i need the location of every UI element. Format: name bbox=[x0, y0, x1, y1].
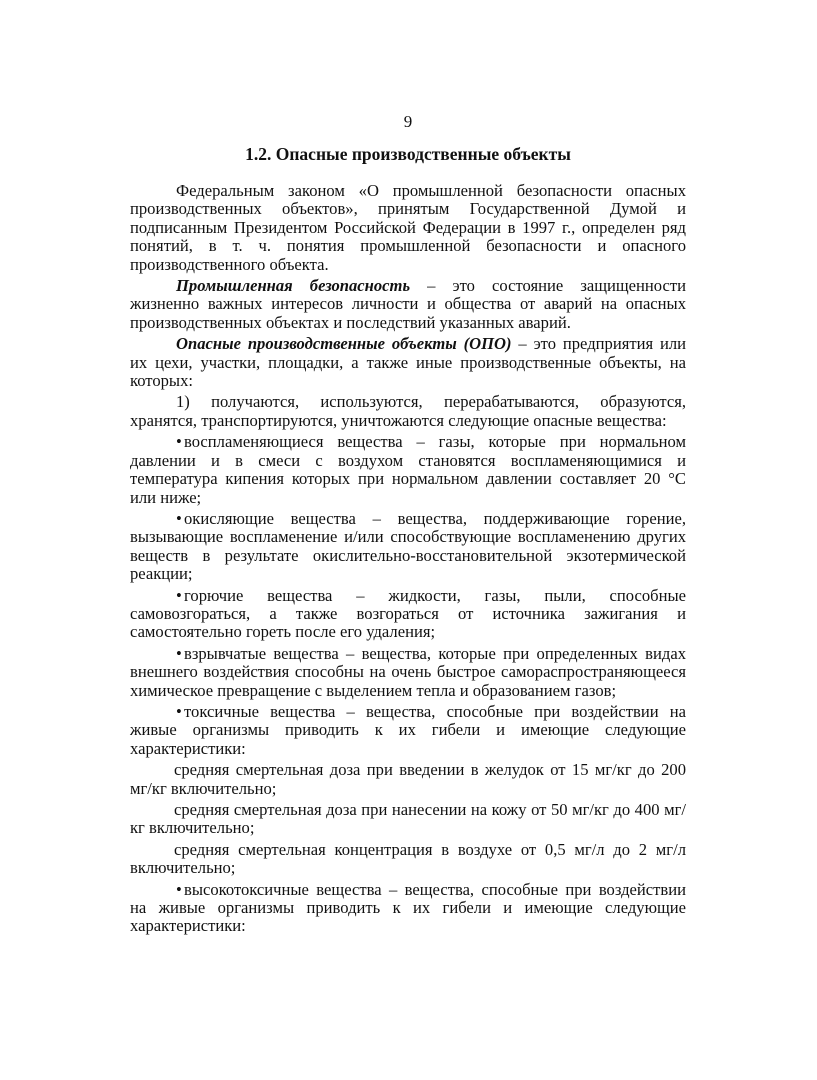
bullet-combustible bbox=[130, 587, 686, 642]
document-page bbox=[130, 112, 686, 939]
bullet-high-toxic-text: высокотоксичные вещества – вещества, способные при воздействии на живые организмы приводить к их гибели и имеющие следующие характеристики: bbox=[130, 879, 686, 936]
safety-term: Промышленная безопасность bbox=[176, 276, 411, 296]
bullet-toxic-text: токсичные вещества – вещества, способные при воздействии на живые организмы приводить к их гибели и имеющие следующие характеристики: bbox=[130, 701, 686, 758]
toxic-item-dermal: средняя смертельная доза при нанесении на кожу от 50 мг/кг до 400 мг/кг включительно; bbox=[130, 800, 686, 838]
bullet-icon: • bbox=[176, 508, 182, 528]
section-heading: 1.2. Опасные производственные объекты bbox=[245, 144, 571, 164]
bullet-icon: • bbox=[176, 879, 182, 899]
page-number: 9 bbox=[403, 112, 413, 131]
toxic-item-oral: средняя смертельная доза при введении в желудок от 15 мг/кг до 200 мг/кг включительно; bbox=[130, 760, 686, 798]
bullet-flammable-text: воспламеняющиеся вещества – газы, которые при нормальном давлении и в смеси с воздухом становятся воспламеняющимися и температура кипения которых при нормальном давлении составляет 20 °С или ниже; bbox=[130, 432, 686, 507]
bullet-explosive-text: взрывчатые вещества – вещества, которые при определенных видах внешнего воздействия способны на очень быстрое самораспространяющееся химическое превращение с выделением тепла и образованием газов; bbox=[130, 643, 686, 700]
bullet-icon: • bbox=[176, 701, 182, 721]
bullet-icon: • bbox=[176, 432, 182, 452]
bullet-oxidizing-text: окисляющие вещества – вещества, поддерживающие горение, вызывающие воспламенение и/или способствующие воспламенению других веществ в результате окислительно-восстановительной экзотермической реакции; bbox=[130, 508, 686, 584]
item-1-paragraph: 1) получаются, используются, перерабатываются, образуются, хранятся, транспортируются, уничтожаются следующие опасные вещества: bbox=[130, 392, 686, 430]
bullet-explosive bbox=[130, 645, 686, 700]
intro-paragraph: Федеральным законом «О промышленной безопасности опасных производственных объектов», принятым Государственной Думой и подписанным Президентом Российской Федерации в 1997 г., определен ряд понятий, в т. ч. понятия промышленной безопасности и опасного производственного объекта. bbox=[130, 181, 686, 274]
opo-definition-text: – это предприятия или их цехи, участки, площадки, а также иные производственные объекты, на которых: bbox=[130, 334, 686, 391]
safety-definition-paragraph bbox=[130, 277, 686, 332]
opo-term: Опасные производственные объекты (ОПО) bbox=[176, 334, 512, 354]
bullet-combustible-text: горючие вещества – жидкости, газы, пыли, способные самовозгораться, а также возгораться от источника зажигания и самостоятельно гореть после его удаления; bbox=[130, 585, 686, 642]
toxic-item-inhalation: средняя смертельная концентрация в воздухе от 0,5 мг/л до 2 мг/л включительно; bbox=[130, 839, 686, 878]
bullet-toxic bbox=[130, 703, 686, 758]
safety-definition-text: – это состояние защищенности жизненно важных интересов личности и общества от аварий на опасных производственных объектах и последствий указанных аварий. bbox=[130, 276, 687, 332]
bullet-icon: • bbox=[176, 585, 182, 605]
bullet-oxidizing bbox=[130, 510, 686, 584]
bullet-icon: • bbox=[176, 643, 182, 663]
opo-definition-paragraph bbox=[130, 335, 686, 390]
bullet-high-toxic bbox=[130, 881, 686, 936]
bullet-flammable bbox=[130, 433, 686, 507]
